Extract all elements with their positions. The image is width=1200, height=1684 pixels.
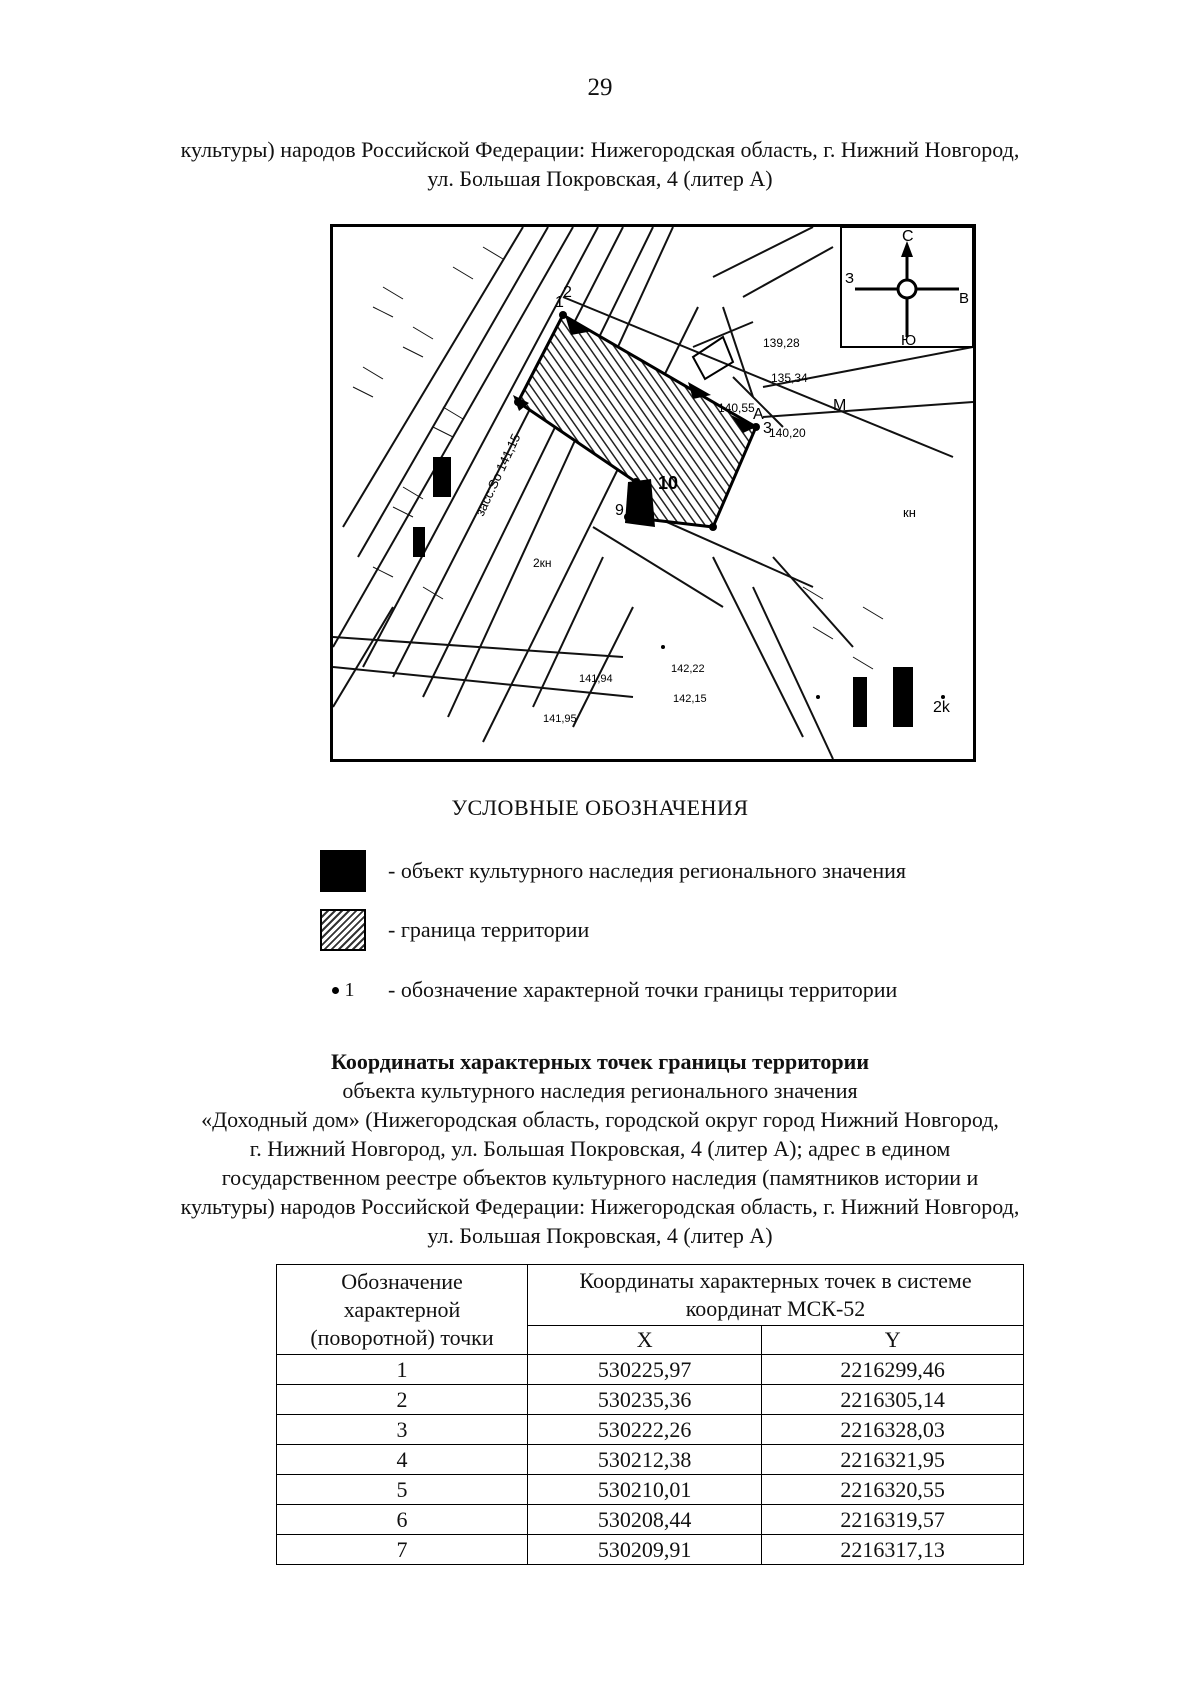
table-row [277,1415,1024,1445]
cell-y: 2216319,57 [762,1505,1024,1535]
header-coords-line-1: Координаты характерных точек в системе [579,1268,972,1293]
header-coordinates [528,1265,1024,1326]
coordinates-title-line-3: г. Нижний Новгород, ул. Большая Покровская, 4 (литер А); адрес в едином [249,1136,951,1161]
legend-black-square-icon [320,850,366,892]
map-elev-7: 141,94 [579,673,613,685]
cell-x: 530212,38 [528,1445,762,1475]
legend-item-boundary [320,909,589,951]
legend-dot-icon [332,987,339,994]
header-coords-line-2: координат МСК-52 [685,1296,866,1321]
compass-west: З [845,270,855,287]
cell-y: 2216328,03 [762,1415,1024,1445]
map-label-kn: кн [903,505,916,520]
compass [841,227,973,349]
legend-title: УСЛОВНЫЕ ОБОЗНАЧЕНИЯ [451,795,749,820]
cell-x: 530225,97 [528,1355,762,1385]
header-point-line-1: Обозначение [341,1268,463,1294]
coordinates-title-line-1: объекта культурного наследия регионального значения [342,1078,858,1103]
legend-label-boundary: - граница территории [388,917,590,942]
compass-south: Ю [901,332,917,349]
page-header [0,135,1200,193]
cell-x: 530222,26 [528,1415,762,1445]
table-row [277,1445,1024,1475]
cell-y: 2216320,55 [762,1475,1024,1505]
header-line-1: культуры) народов Российской Федерации: Нижегородская область, г. Нижний Новгород, [180,137,1020,162]
map-elev-6: 142,15 [673,693,707,705]
cell-x: 530210,01 [528,1475,762,1505]
cell-x: 530208,44 [528,1505,762,1535]
cell-point: 7 [277,1535,528,1565]
coordinates-title-bold: Координаты характерных точек границы территории [330,1049,870,1074]
legend-label-heritage: - объект культурного наследия регионального значения [388,858,907,883]
legend-point-number: 1 [344,978,355,1001]
header-point-designation [277,1265,528,1355]
cell-y: 2216305,14 [762,1385,1024,1415]
compass-east: В [959,290,970,307]
cell-point: 6 [277,1505,528,1535]
page-number: 29 [587,74,613,101]
cell-y: 2216321,95 [762,1445,1024,1475]
legend-item-heritage [320,850,906,892]
table-row [277,1505,1024,1535]
map-label-sacc: засс.Sо 141,15 [472,431,524,519]
map-point-1: 1 [555,294,564,311]
header-x: X [528,1326,762,1355]
cell-point: 4 [277,1445,528,1475]
coordinates-title-line-5: культуры) народов Российской Федерации: Нижегородская область, г. Нижний Новгород, [180,1194,1020,1219]
map-point-3: 3 [763,420,772,437]
map-elev-5: 142,22 [671,663,705,675]
map-street-m: M [833,397,847,414]
cell-y: 2216317,13 [762,1535,1024,1565]
coordinates-title-line-6: ул. Большая Покровская, 4 (литер А) [427,1223,773,1248]
table-header-row [277,1265,1024,1326]
legend-label-point: - обозначение характерной точки границы территории [388,977,898,1002]
legend-point-icon [320,969,366,1011]
coordinates-title-line-2: «Доходный дом» (Нижегородская область, городской округ город Нижний Новгород, [201,1107,999,1132]
map-elev-8: 141,95 [543,713,577,725]
map-label-2k: 2k [933,699,950,716]
legend-item-point [320,969,897,1011]
cell-point: 2 [277,1385,528,1415]
cell-point: 5 [277,1475,528,1505]
table-row [277,1385,1024,1415]
map-point-10: 10 [658,473,679,493]
map-label-2kn: 2кн [533,556,552,570]
header-line-2: ул. Большая Покровская, 4 (литер А) [427,166,773,191]
map-elev-2: 140,20 [769,426,806,440]
map-street-a: A [753,406,764,423]
compass-north: С [902,228,914,245]
map-elev-4: 139,28 [763,336,800,350]
cell-point: 1 [277,1355,528,1385]
header-point-line-2: характерной [343,1296,461,1322]
coordinates-table [276,1264,1024,1565]
map-elev-3: 135,34 [771,371,808,385]
map-point-2: 2 [563,284,572,301]
cell-point: 3 [277,1415,528,1445]
site-map-drawing [333,227,973,759]
table-row [277,1475,1024,1505]
cell-y: 2216299,46 [762,1355,1024,1385]
header-y: Y [762,1326,1024,1355]
map-elev-1: 140,55 [718,401,755,415]
header-point-line-3: (поворотной) точки [310,1324,494,1350]
cell-x: 530209,91 [528,1535,762,1565]
coordinates-title-line-4: государственном реестре объектов культурного наследия (памятников истории и [221,1165,979,1190]
cell-x: 530235,36 [528,1385,762,1415]
table-row [277,1535,1024,1565]
legend-hatched-square-icon [320,909,366,951]
map-point-9: 9 [615,502,624,519]
coordinates-title [0,1047,1200,1250]
table-row [277,1355,1024,1385]
site-map [330,224,976,762]
